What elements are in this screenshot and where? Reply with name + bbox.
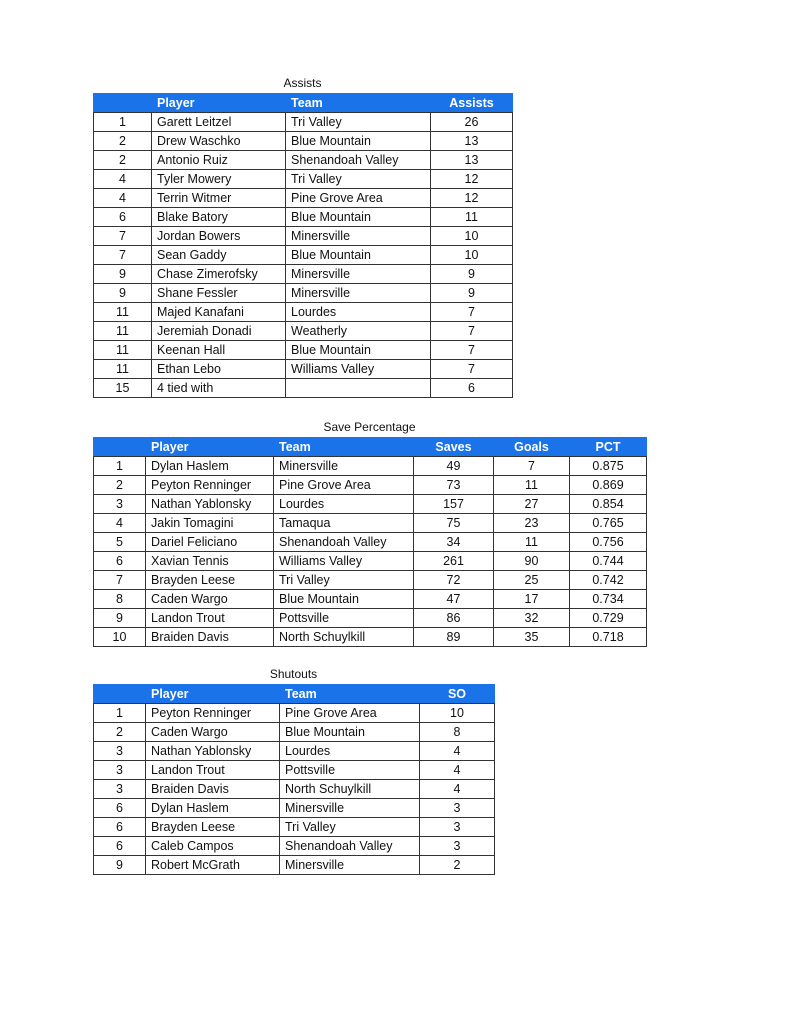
value-cell: 32 — [494, 609, 570, 628]
value-cell: 27 — [494, 495, 570, 514]
player-cell: Dylan Haslem — [146, 457, 274, 476]
table-row — [94, 476, 647, 495]
save-percentage-body — [94, 457, 647, 647]
value-cell: 11 — [494, 533, 570, 552]
player-cell: Caden Wargo — [146, 590, 274, 609]
player-cell: Brayden Leese — [146, 818, 280, 837]
value-cell: 0.744 — [570, 552, 647, 571]
table-row — [94, 552, 647, 571]
player-cell: Antonio Ruiz — [152, 151, 286, 170]
table-row — [94, 246, 513, 265]
value-cell: 0.875 — [570, 457, 647, 476]
team-cell: Tri Valley — [286, 113, 431, 132]
value-cell: 10 — [431, 246, 513, 265]
player-cell: Drew Waschko — [152, 132, 286, 151]
assists-title: Assists — [283, 76, 322, 90]
rank-cell: 2 — [94, 723, 146, 742]
value-cell: 3 — [420, 799, 495, 818]
table-header-row — [94, 438, 647, 457]
rank-cell: 7 — [94, 246, 152, 265]
value-cell: 12 — [431, 189, 513, 208]
value-cell: 0.734 — [570, 590, 647, 609]
team-cell: Pine Grove Area — [280, 704, 420, 723]
team-cell: Minersville — [286, 265, 431, 284]
team-cell — [286, 379, 431, 398]
table-row — [94, 303, 513, 322]
rank-cell: 3 — [94, 495, 146, 514]
table-row — [94, 571, 647, 590]
value-cell: 7 — [494, 457, 570, 476]
team-cell: Blue Mountain — [286, 208, 431, 227]
team-cell: Tri Valley — [280, 818, 420, 837]
table-row — [94, 609, 647, 628]
team-cell: Shenandoah Valley — [280, 837, 420, 856]
player-cell: Xavian Tennis — [146, 552, 274, 571]
table-row — [94, 723, 495, 742]
table-header-row — [94, 94, 513, 113]
team-cell: Williams Valley — [286, 360, 431, 379]
player-cell: Sean Gaddy — [152, 246, 286, 265]
team-cell: Minersville — [280, 856, 420, 875]
rank-cell: 6 — [94, 552, 146, 571]
shutouts-table — [93, 684, 495, 875]
value-cell: 7 — [431, 303, 513, 322]
team-cell: Minersville — [274, 457, 414, 476]
player-cell: Landon Trout — [146, 761, 280, 780]
player-cell: Caleb Campos — [146, 837, 280, 856]
rank-cell: 4 — [94, 189, 152, 208]
value-cell: 89 — [414, 628, 494, 647]
value-cell: 0.869 — [570, 476, 647, 495]
team-cell: North Schuylkill — [280, 780, 420, 799]
value-cell: 4 — [420, 761, 495, 780]
player-cell: Jordan Bowers — [152, 227, 286, 246]
rank-cell: 11 — [94, 303, 152, 322]
shutouts-title: Shutouts — [269, 667, 318, 681]
team-cell: Lourdes — [274, 495, 414, 514]
so-header: SO — [420, 685, 495, 704]
player-cell: Ethan Lebo — [152, 360, 286, 379]
player-cell: Peyton Renninger — [146, 476, 274, 495]
player-cell: Caden Wargo — [146, 723, 280, 742]
table-row — [94, 379, 513, 398]
assists-table — [93, 93, 513, 398]
player-header: Player — [152, 94, 286, 113]
rank-cell: 10 — [94, 628, 146, 647]
assists-body — [94, 113, 513, 398]
team-cell: Minersville — [280, 799, 420, 818]
rank-cell: 6 — [94, 837, 146, 856]
shutouts-body — [94, 704, 495, 875]
value-cell: 3 — [420, 837, 495, 856]
save-percentage-section — [93, 420, 646, 648]
player-cell: Nathan Yablonsky — [146, 742, 280, 761]
table-row — [94, 837, 495, 856]
team-cell: Tri Valley — [274, 571, 414, 590]
value-cell: 73 — [414, 476, 494, 495]
team-header: Team — [280, 685, 420, 704]
value-cell: 0.765 — [570, 514, 647, 533]
rank-cell: 11 — [94, 341, 152, 360]
save-percentage-title: Save Percentage — [323, 420, 416, 434]
rank-cell: 2 — [94, 151, 152, 170]
rank-cell: 1 — [94, 704, 146, 723]
value-cell: 9 — [431, 265, 513, 284]
team-cell: Tamaqua — [274, 514, 414, 533]
shutouts-section — [93, 667, 494, 877]
value-cell: 23 — [494, 514, 570, 533]
table-row — [94, 590, 647, 609]
value-cell: 0.756 — [570, 533, 647, 552]
player-cell: Peyton Renninger — [146, 704, 280, 723]
rank-cell: 3 — [94, 780, 146, 799]
rank-cell: 8 — [94, 590, 146, 609]
player-cell: Garett Leitzel — [152, 113, 286, 132]
table-row — [94, 360, 513, 379]
value-cell: 17 — [494, 590, 570, 609]
player-cell: Dariel Feliciano — [146, 533, 274, 552]
rank-cell: 15 — [94, 379, 152, 398]
rank-cell: 3 — [94, 742, 146, 761]
value-cell: 10 — [431, 227, 513, 246]
team-cell: Blue Mountain — [274, 590, 414, 609]
player-cell: Chase Zimerofsky — [152, 265, 286, 284]
rank-cell: 9 — [94, 265, 152, 284]
team-cell: Blue Mountain — [286, 341, 431, 360]
rank-cell: 11 — [94, 322, 152, 341]
team-cell: Shenandoah Valley — [286, 151, 431, 170]
player-cell: 4 tied with — [152, 379, 286, 398]
rank-cell: 1 — [94, 457, 146, 476]
table-row — [94, 457, 647, 476]
team-cell: Pottsville — [280, 761, 420, 780]
value-cell: 9 — [431, 284, 513, 303]
player-cell: Tyler Mowery — [152, 170, 286, 189]
table-row — [94, 284, 513, 303]
value-cell: 11 — [431, 208, 513, 227]
team-cell: Williams Valley — [274, 552, 414, 571]
value-cell: 261 — [414, 552, 494, 571]
value-cell: 0.854 — [570, 495, 647, 514]
player-cell: Braiden Davis — [146, 628, 274, 647]
table-row — [94, 132, 513, 151]
table-row — [94, 189, 513, 208]
rank-header — [94, 94, 152, 113]
player-cell: Terrin Witmer — [152, 189, 286, 208]
table-row — [94, 113, 513, 132]
value-cell: 26 — [431, 113, 513, 132]
value-cell: 75 — [414, 514, 494, 533]
value-cell: 0.718 — [570, 628, 647, 647]
team-cell: North Schuylkill — [274, 628, 414, 647]
team-header: Team — [286, 94, 431, 113]
table-header-row — [94, 685, 495, 704]
value-cell: 4 — [420, 780, 495, 799]
table-row — [94, 227, 513, 246]
save-percentage-table — [93, 437, 647, 647]
table-row — [94, 628, 647, 647]
player-cell: Jeremiah Donadi — [152, 322, 286, 341]
value-cell: 157 — [414, 495, 494, 514]
table-row — [94, 818, 495, 837]
rank-cell: 9 — [94, 856, 146, 875]
team-cell: Pottsville — [274, 609, 414, 628]
goals-header: Goals — [494, 438, 570, 457]
rank-cell: 11 — [94, 360, 152, 379]
player-cell: Robert McGrath — [146, 856, 280, 875]
rank-header — [94, 685, 146, 704]
table-row — [94, 208, 513, 227]
value-cell: 11 — [494, 476, 570, 495]
value-cell: 13 — [431, 151, 513, 170]
rank-cell: 4 — [94, 170, 152, 189]
table-row — [94, 265, 513, 284]
rank-cell: 6 — [94, 799, 146, 818]
player-cell: Majed Kanafani — [152, 303, 286, 322]
table-row — [94, 341, 513, 360]
team-cell: Blue Mountain — [286, 246, 431, 265]
value-cell: 47 — [414, 590, 494, 609]
team-cell: Minersville — [286, 284, 431, 303]
value-cell: 0.729 — [570, 609, 647, 628]
value-cell: 6 — [431, 379, 513, 398]
table-row — [94, 322, 513, 341]
value-cell: 49 — [414, 457, 494, 476]
player-cell: Dylan Haslem — [146, 799, 280, 818]
value-cell: 0.742 — [570, 571, 647, 590]
value-cell: 8 — [420, 723, 495, 742]
value-cell: 90 — [494, 552, 570, 571]
table-row — [94, 151, 513, 170]
team-cell: Shenandoah Valley — [274, 533, 414, 552]
saves-header: Saves — [414, 438, 494, 457]
team-cell: Pine Grove Area — [274, 476, 414, 495]
table-row — [94, 780, 495, 799]
value-cell: 7 — [431, 360, 513, 379]
assists-section — [93, 76, 512, 402]
team-cell: Lourdes — [286, 303, 431, 322]
value-cell: 3 — [420, 818, 495, 837]
rank-cell: 2 — [94, 476, 146, 495]
table-row — [94, 495, 647, 514]
team-cell: Lourdes — [280, 742, 420, 761]
rank-cell: 2 — [94, 132, 152, 151]
player-cell: Nathan Yablonsky — [146, 495, 274, 514]
value-cell: 34 — [414, 533, 494, 552]
table-row — [94, 742, 495, 761]
value-cell: 86 — [414, 609, 494, 628]
rank-cell: 1 — [94, 113, 152, 132]
table-row — [94, 514, 647, 533]
rank-cell: 4 — [94, 514, 146, 533]
table-row — [94, 170, 513, 189]
team-cell: Blue Mountain — [280, 723, 420, 742]
pct-header: PCT — [570, 438, 647, 457]
team-cell: Minersville — [286, 227, 431, 246]
value-cell: 4 — [420, 742, 495, 761]
player-header: Player — [146, 685, 280, 704]
team-cell: Blue Mountain — [286, 132, 431, 151]
player-cell: Jakin Tomagini — [146, 514, 274, 533]
team-cell: Tri Valley — [286, 170, 431, 189]
value-cell: 35 — [494, 628, 570, 647]
team-header: Team — [274, 438, 414, 457]
rank-cell: 6 — [94, 818, 146, 837]
value-cell: 25 — [494, 571, 570, 590]
value-cell: 72 — [414, 571, 494, 590]
team-cell: Pine Grove Area — [286, 189, 431, 208]
rank-cell: 7 — [94, 571, 146, 590]
table-row — [94, 704, 495, 723]
rank-cell: 9 — [94, 609, 146, 628]
value-cell: 7 — [431, 322, 513, 341]
team-cell: Weatherly — [286, 322, 431, 341]
table-row — [94, 856, 495, 875]
player-header: Player — [146, 438, 274, 457]
player-cell: Brayden Leese — [146, 571, 274, 590]
value-cell: 7 — [431, 341, 513, 360]
rank-cell: 5 — [94, 533, 146, 552]
player-cell: Braiden Davis — [146, 780, 280, 799]
rank-header — [94, 438, 146, 457]
player-cell: Blake Batory — [152, 208, 286, 227]
player-cell: Shane Fessler — [152, 284, 286, 303]
table-row — [94, 799, 495, 818]
value-cell: 13 — [431, 132, 513, 151]
rank-cell: 3 — [94, 761, 146, 780]
player-cell: Keenan Hall — [152, 341, 286, 360]
rank-cell: 9 — [94, 284, 152, 303]
value-cell: 12 — [431, 170, 513, 189]
value-cell: 2 — [420, 856, 495, 875]
table-row — [94, 533, 647, 552]
rank-cell: 6 — [94, 208, 152, 227]
table-row — [94, 761, 495, 780]
assists-header: Assists — [431, 94, 513, 113]
value-cell: 10 — [420, 704, 495, 723]
player-cell: Landon Trout — [146, 609, 274, 628]
rank-cell: 7 — [94, 227, 152, 246]
